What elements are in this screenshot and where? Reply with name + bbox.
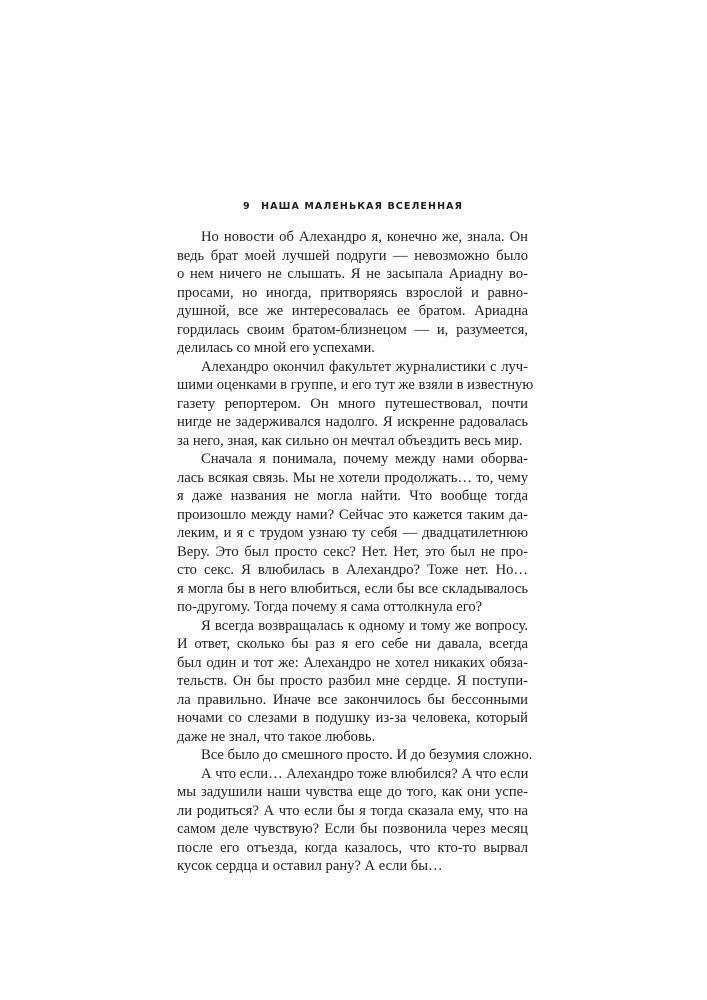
text-line: за него, зная, как сильно он мечтал объездить весь мир. [177,432,523,449]
text-line: сто секс. Я влюбилась в Алехандро? Тоже нет. Но… [177,562,528,578]
paragraph [177,228,528,358]
text-line: Сначала я понимала, почему между нами оборва- [201,451,528,467]
text-line: лась всякая связь. Мы не хотели продолжать… то, чему [177,469,528,486]
chapter-title: НАША МАЛЕНЬКАЯ ВСЕЛЕННАЯ [261,201,463,212]
paragraph [177,450,528,617]
text-line: тельств. Он бы просто разбил мне сердце. Я поступи- [177,673,528,689]
text-line: о нем ничего не слышать. Я не засыпала Ариадну во- [177,266,528,282]
text-line: был один и тот же: Алехандро не хотел никаких обяза- [177,654,528,671]
text-line: И ответ, сколько бы раз я его себе ни давала, всегда [177,636,528,652]
text-line: Я всегда возвращалась к одному и тому же вопросу. [201,617,528,634]
paragraph [177,358,534,451]
text-line: произошло между нами? Сейчас это кажется таким да- [177,506,528,523]
text-line: гордилась своим братом-близнецом — и, разумеется, [177,321,528,338]
paragraph [177,617,528,747]
text-line: Все было до смешного просто. И до безумия сложно. [201,747,533,763]
text-line: даже не знал, что такое любовь. [177,728,376,745]
text-line: шими оценками в группе, и его тут же взяли в известную [177,377,534,393]
text-line: после его отъезда, когда казалось, что кто-то вырвал [177,839,528,856]
text-line: ла правильно. Иначе все закончилось бы бессонными [177,691,528,708]
text-line: Веру. Это был просто секс? Нет. Нет, это был не про- [177,543,528,560]
text-line: делилась со мной его успехами. [177,340,375,356]
running-header [176,201,530,212]
text-line: Но новости об Алехандро я, конечно же, знала. Он [201,229,528,245]
paragraph [177,746,533,765]
text-line: газету репортером. Он много путешествовал, почти [177,395,528,412]
text-line: я даже названия не могла найти. Что вообще тогда [177,488,528,504]
text-line: А что если… Алехандро тоже влюбился? А что если [201,765,529,782]
paragraph [177,765,528,876]
text-line: просами, но иногда, притворяясь взрослой и равно- [177,284,528,301]
page-number: 9 [242,201,251,212]
text-line: ночами со слезами в подушку из-за человека, который [177,710,528,726]
text-line: кусок сердца и оставил рану? А если бы… [177,858,443,874]
text-line: Алехандро окончил факультет журналистики с луч- [201,358,528,375]
text-line: нигде не задерживался надолго. Я искренне радовалась [177,414,528,430]
text-line: я могла бы в него влюбиться, если бы все складывалось [177,580,528,597]
text-line: самом деле чувствую? Если бы позвонила через месяц [177,821,528,837]
text-line: леким, и я с трудом узнаю ту себя — двадцатилетнюю [177,525,528,541]
text-line: ведь брат моей лучшей подруги — невозможно было [177,247,528,264]
text-line: мы задушили наши чувства еще до того, как они успе- [177,784,528,800]
body-text [177,228,534,876]
text-line: по-другому. Тогда почему я сама оттолкнула его? [177,599,483,615]
text-line: душной, все же интересовалась ее братом. Ариадна [177,303,528,319]
text-line: ли родиться? А что если бы я тогда сказала ему, что на [177,802,528,819]
